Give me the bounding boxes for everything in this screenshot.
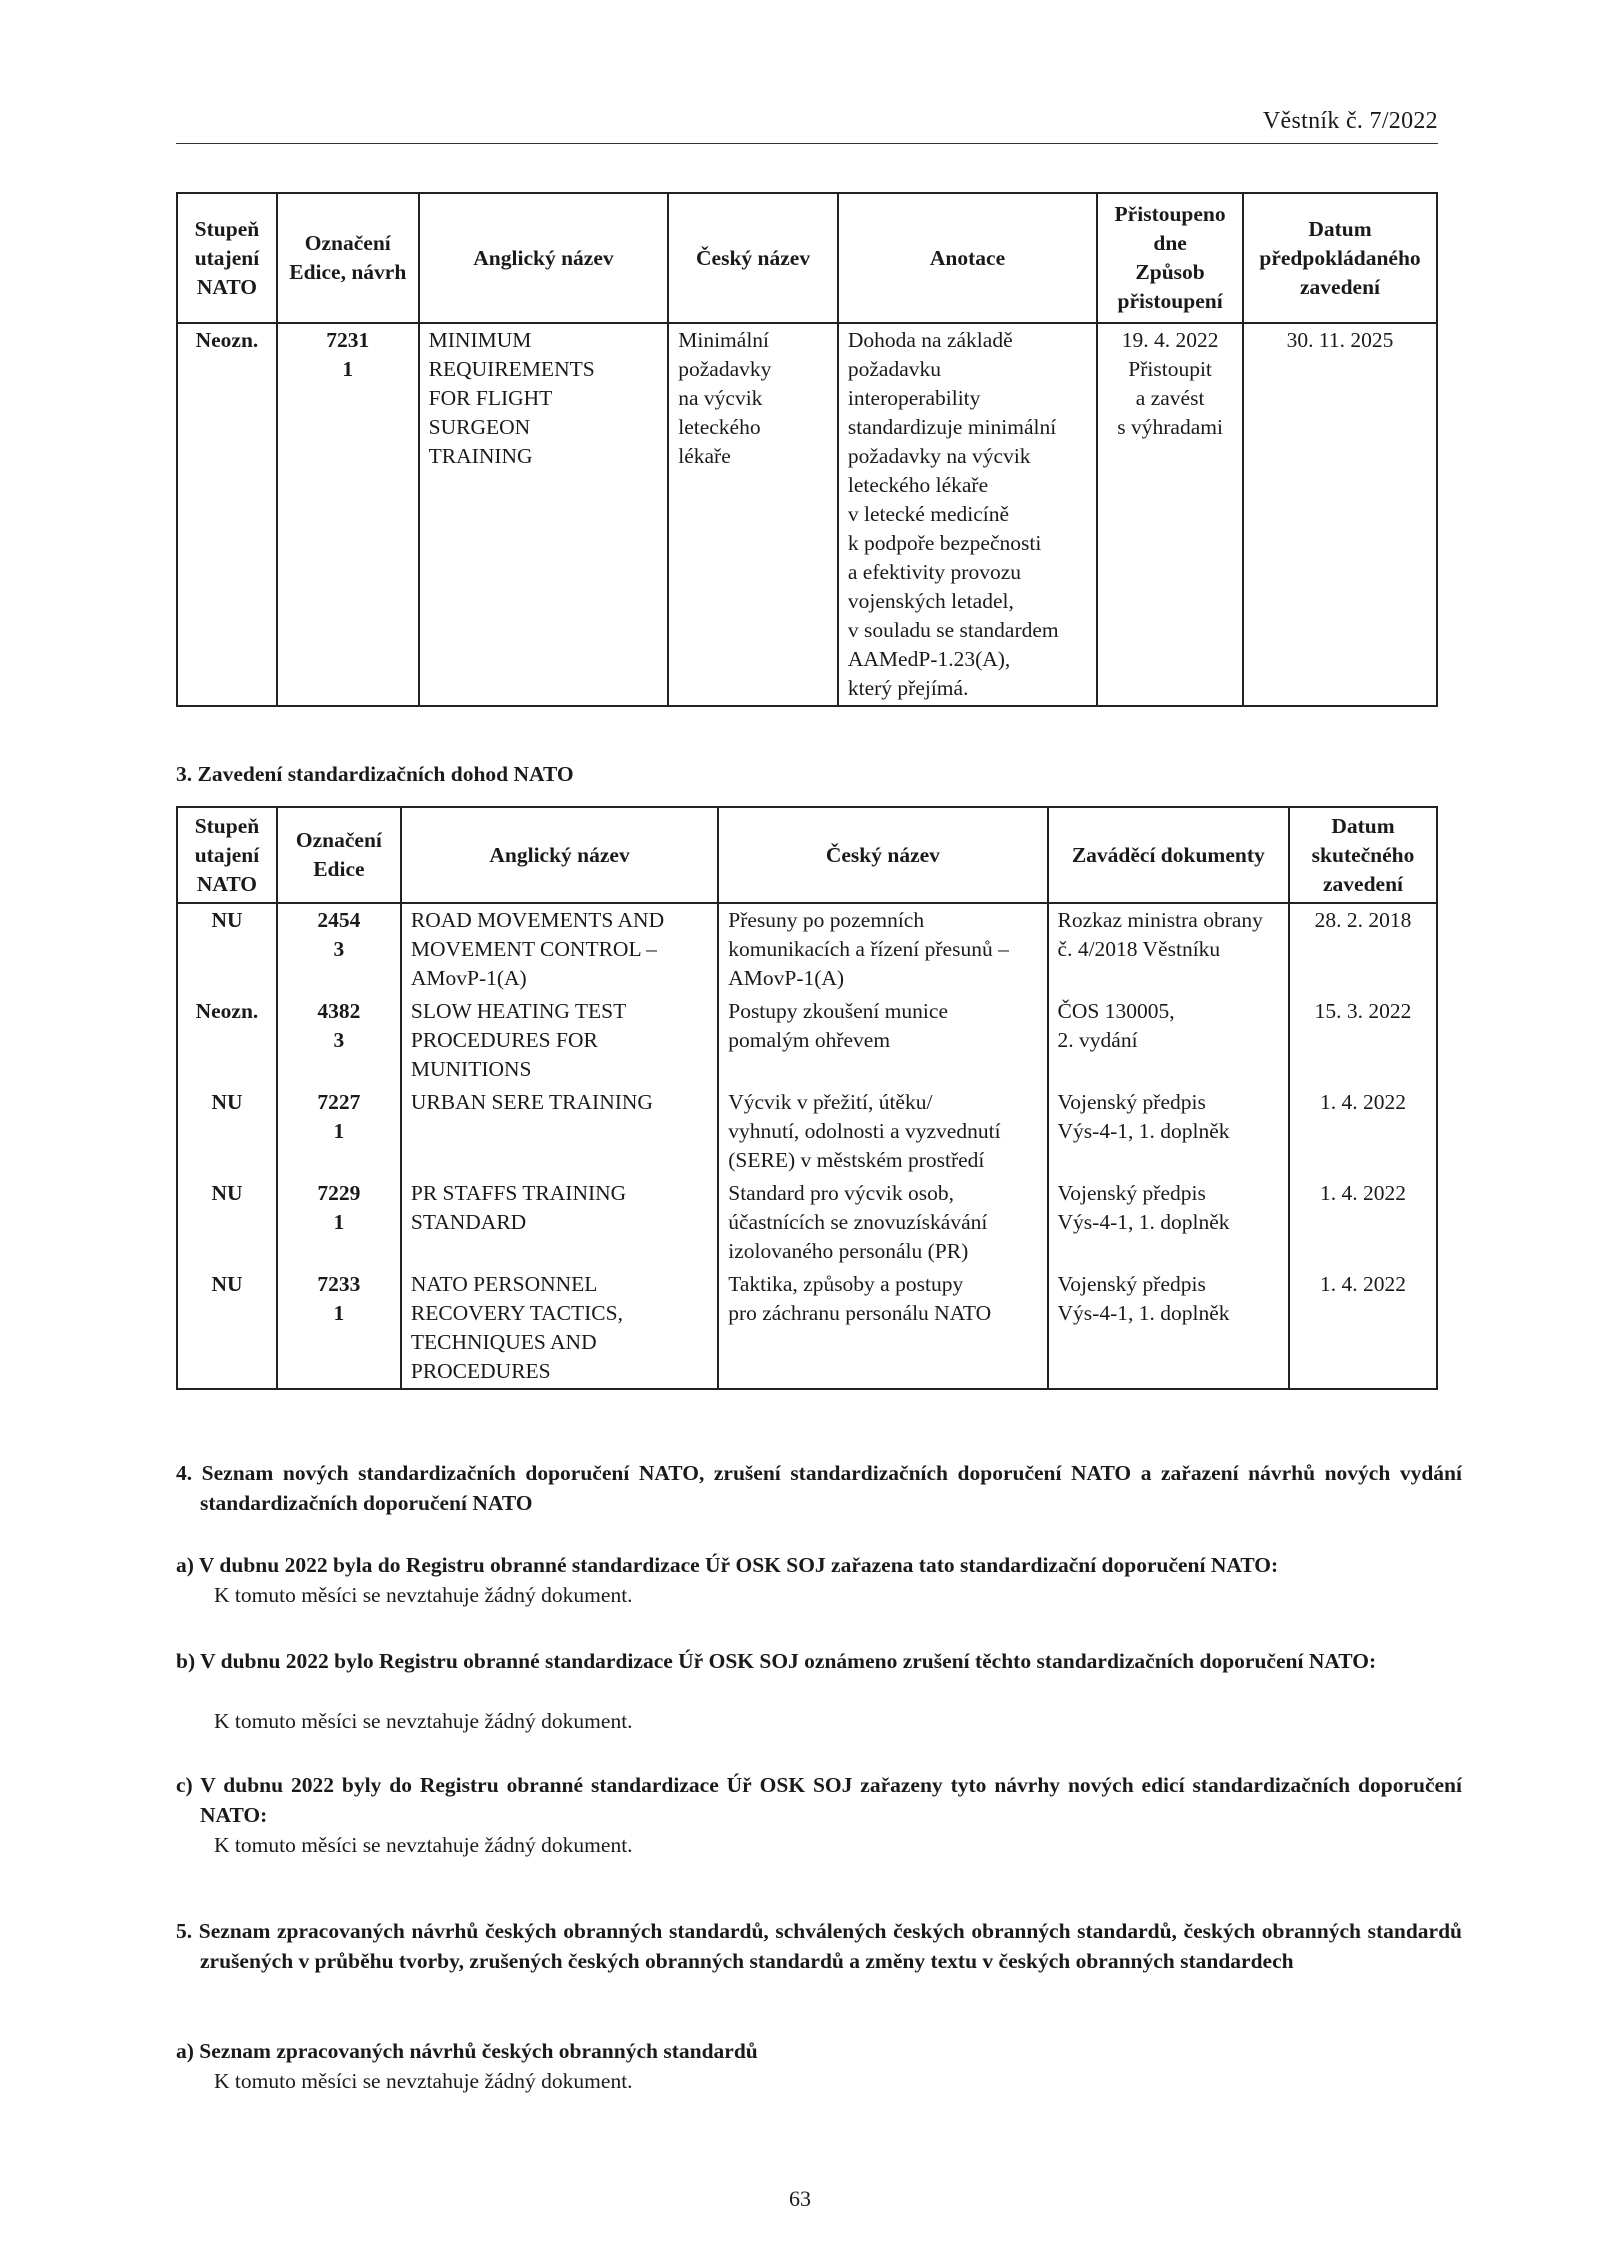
cell-oznaceni: 4382 3	[277, 995, 401, 1086]
table-row	[177, 323, 1437, 706]
table-row	[177, 1086, 1437, 1177]
cell-cesky: Minimální požadavky na výcvik leteckého lékaře	[668, 323, 838, 706]
section-4a-note: K tomuto měsíci se nevztahuje žádný dokument.	[214, 1583, 633, 1607]
col-header-pristoupeno: Přistoupeno dne Způsob přistoupení	[1097, 193, 1243, 323]
cell-datum: 15. 3. 2022	[1289, 995, 1437, 1086]
section-5-title: 5. Seznam zpracovaných návrhů českých obranných standardů, schválených českých obranných standardů, českých obranných standardů zrušených v průběhu tvorby, zrušených českých obranných standardů a změny textu v českých obranných standardech	[176, 1919, 1462, 1973]
implementation-table	[176, 806, 1438, 1390]
table-row	[177, 1268, 1437, 1389]
cell-datum: 1. 4. 2022	[1289, 1086, 1437, 1177]
cell-oznaceni: 7229 1	[277, 1177, 401, 1268]
col-header-dokumenty: Zaváděcí dokumenty	[1048, 807, 1290, 903]
section-5a-heading: a) Seznam zpracovaných návrhů českých obranných standardů	[176, 2039, 758, 2063]
cell-dokumenty: Vojenský předpis Výs-4-1, 1. doplněk	[1048, 1268, 1290, 1389]
cell-dokumenty: Rozkaz ministra obrany č. 4/2018 Věstníku	[1048, 903, 1290, 995]
cell-dokumenty: Vojenský předpis Výs-4-1, 1. doplněk	[1048, 1177, 1290, 1268]
col-header-datum: Datum předpokládaného zavedení	[1243, 193, 1437, 323]
cell-oznaceni: 7233 1	[277, 1268, 401, 1389]
col-header-stupen: Stupeň utajení NATO	[177, 193, 277, 323]
cell-anglicky: URBAN SERE TRAINING	[401, 1086, 718, 1177]
cell-stupen: NU	[177, 1268, 277, 1389]
cell-cesky: Výcvik v přežití, útěku/ vyhnutí, odolnosti a vyzvednutí (SERE) v městském prostředí	[718, 1086, 1047, 1177]
cell-anglicky: NATO PERSONNEL RECOVERY TACTICS, TECHNIQUES AND PROCEDURES	[401, 1268, 718, 1389]
cell-stupen: NU	[177, 1177, 277, 1268]
cell-oznaceni: 2454 3	[277, 903, 401, 995]
cell-datum: 1. 4. 2022	[1289, 1177, 1437, 1268]
cell-cesky: Přesuny po pozemních komunikacích a řízení přesunů – AMovP-1(A)	[718, 903, 1047, 995]
cell-oznaceni: 7227 1	[277, 1086, 401, 1177]
col-header-oznaceni: Označení Edice	[277, 807, 401, 903]
cell-stupen: Neozn.	[177, 323, 277, 706]
col-header-cesky: Český název	[718, 807, 1047, 903]
section-4-title: 4. Seznam nových standardizačních doporučení NATO, zrušení standardizačních doporučení NATO a zařazení návrhů nových vydání standardizačních doporučení NATO	[176, 1461, 1462, 1515]
cell-stupen: NU	[177, 903, 277, 995]
table-row	[177, 995, 1437, 1086]
col-header-cesky: Český název	[668, 193, 838, 323]
cell-anglicky: ROAD MOVEMENTS AND MOVEMENT CONTROL – AMovP-1(A)	[401, 903, 718, 995]
cell-datum: 30. 11. 2025	[1243, 323, 1437, 706]
col-header-stupen: Stupeň utajení NATO	[177, 807, 277, 903]
section-4a-heading: a) V dubnu 2022 byla do Registru obranné standardizace Úř OSK SOJ zařazena tato standardizační doporučení NATO:	[176, 1553, 1279, 1577]
cell-dokumenty: Vojenský předpis Výs-4-1, 1. doplněk	[1048, 1086, 1290, 1177]
cell-stupen: NU	[177, 1086, 277, 1177]
cell-anglicky: PR STAFFS TRAINING STANDARD	[401, 1177, 718, 1268]
cell-anglicky: SLOW HEATING TEST PROCEDURES FOR MUNITIONS	[401, 995, 718, 1086]
cell-dokumenty: ČOS 130005, 2. vydání	[1048, 995, 1290, 1086]
section-4c-heading: c) V dubnu 2022 byly do Registru obranné standardizace Úř OSK SOJ zařazeny tyto návrhy nových edicí standardizačních doporučení NATO:	[176, 1773, 1462, 1827]
cell-datum: 1. 4. 2022	[1289, 1268, 1437, 1389]
col-header-anotace: Anotace	[838, 193, 1097, 323]
col-header-datum: Datum skutečného zavedení	[1289, 807, 1437, 903]
section-4b-note: K tomuto měsíci se nevztahuje žádný dokument.	[214, 1709, 633, 1733]
accession-table	[176, 192, 1438, 707]
section-4c-note: K tomuto měsíci se nevztahuje žádný dokument.	[214, 1833, 633, 1857]
cell-datum: 28. 2. 2018	[1289, 903, 1437, 995]
table-row	[177, 903, 1437, 995]
page-number: 63	[789, 2186, 811, 2211]
page-header: Věstník č. 7/2022	[176, 108, 1438, 144]
cell-oznaceni: 7231 1	[277, 323, 419, 706]
col-header-anglicky: Anglický název	[401, 807, 718, 903]
cell-anotace: Dohoda na základě požadavku interoperability standardizuje minimální požadavky na výcvik leteckého lékaře v letecké medicíně k podpoře bezpečnosti a efektivity provozu vojenských letadel, v souladu se standardem AAMedP-1.23(A), který přejímá.	[838, 323, 1097, 706]
table-row	[177, 1177, 1437, 1268]
cell-stupen: Neozn.	[177, 995, 277, 1086]
col-header-oznaceni: Označení Edice, návrh	[277, 193, 419, 323]
section-5a-note: K tomuto měsíci se nevztahuje žádný dokument.	[214, 2069, 633, 2093]
cell-pristoupeno: 19. 4. 2022 Přistoupit a zavést s výhradami	[1097, 323, 1243, 706]
cell-anglicky: MINIMUM REQUIREMENTS FOR FLIGHT SURGEON TRAINING	[419, 323, 669, 706]
section-4b-heading: b) V dubnu 2022 bylo Registru obranné standardizace Úř OSK SOJ oznámeno zrušení těchto standardizačních doporučení NATO:	[176, 1649, 1377, 1673]
cell-cesky: Taktika, způsoby a postupy pro záchranu personálu NATO	[718, 1268, 1047, 1389]
col-header-anglicky: Anglický název	[419, 193, 669, 323]
cell-cesky: Postupy zkoušení munice pomalým ohřevem	[718, 995, 1047, 1086]
cell-cesky: Standard pro výcvik osob, účastnících se znovuzískávání izolovaného personálu (PR)	[718, 1177, 1047, 1268]
section-3-title: 3. Zavedení standardizačních dohod NATO	[176, 762, 574, 786]
